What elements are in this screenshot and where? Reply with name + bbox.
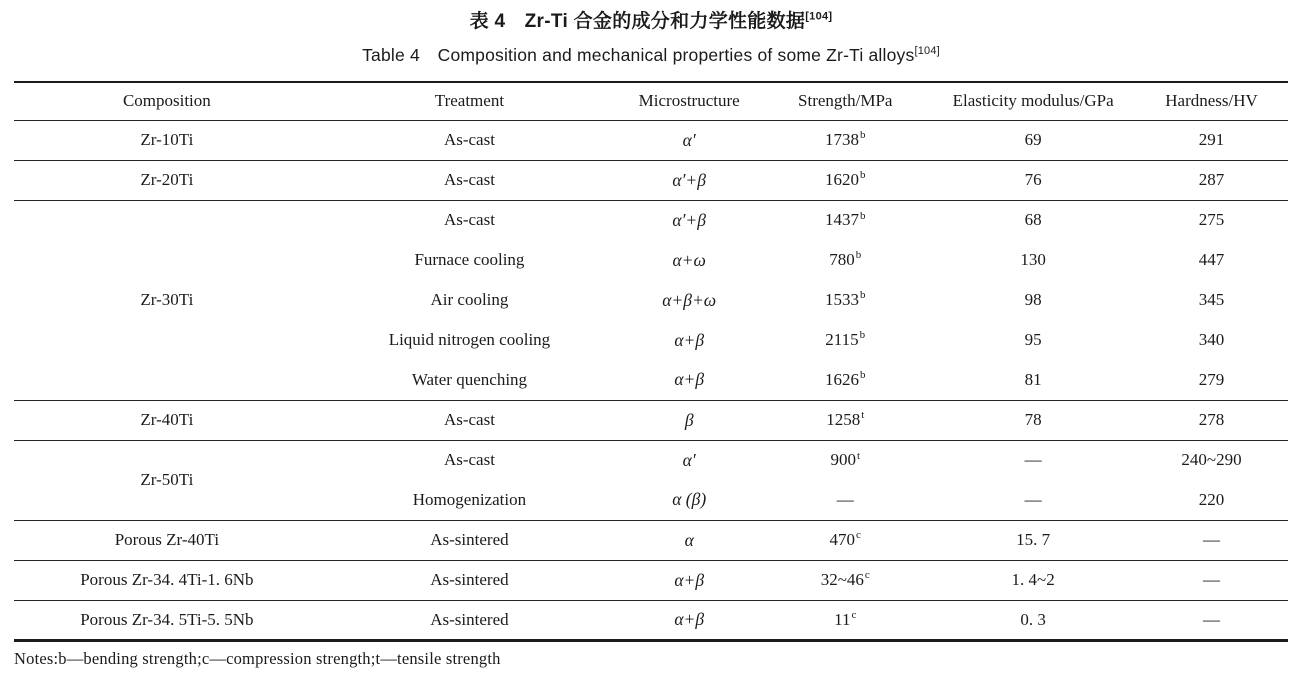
strength-cell: 2115$^b$ — [825, 329, 866, 349]
table-caption-zh-text: 表 4 Zr-Ti 合金的成分和力学性能数据 — [469, 11, 806, 32]
table-row — [14, 600, 1288, 640]
table-group — [14, 600, 1288, 640]
treatment-cell: Liquid nitrogen cooling — [388, 330, 551, 349]
microstructure-cell: α+β — [674, 329, 705, 350]
hardness-cell: 240~290 — [1181, 450, 1242, 470]
strength-type-superscript: c — [864, 569, 870, 582]
table-group — [14, 400, 1288, 440]
strength-cell: 780$^b$ — [829, 249, 862, 269]
treatment-cell: Air cooling — [430, 290, 509, 309]
strength-type-superscript: b — [859, 209, 866, 222]
hardness-cell: — — [1203, 530, 1221, 549]
elasticity-modulus-cell: 1. 4~2 — [1011, 570, 1055, 589]
table-row — [14, 120, 1288, 160]
hardness-cell: 279 — [1198, 369, 1225, 389]
table-header-row — [14, 82, 1288, 120]
hardness-cell: 275 — [1198, 210, 1225, 230]
col-header-composition: Composition — [122, 91, 211, 111]
elasticity-modulus-cell: 130 — [1020, 250, 1046, 269]
strength-type-superscript: t — [856, 449, 861, 462]
strength-cell: 470$^c$ — [829, 529, 861, 549]
composition-cell: Zr-10Ti — [140, 130, 194, 149]
strength-type-superscript: c — [851, 608, 857, 621]
hardness-cell: 447 — [1198, 250, 1225, 269]
reference-superscript-en: [104] — [914, 45, 940, 58]
treatment-cell: As-sintered — [430, 530, 509, 549]
microstructure-cell: α+β — [674, 569, 705, 590]
elasticity-modulus-cell: 15. 7 — [1016, 530, 1051, 549]
table-row — [14, 200, 1288, 240]
microstructure-cell: α′+β — [672, 209, 706, 230]
table-group — [14, 120, 1288, 160]
alloy-properties-table — [14, 81, 1288, 642]
strength-type-superscript: b — [859, 329, 866, 342]
table-group — [14, 520, 1288, 560]
composition-cell: Porous Zr-34. 5Ti-5. 5Nb — [80, 609, 254, 629]
hardness-cell: 278 — [1198, 410, 1225, 429]
table-group — [14, 440, 1288, 520]
composition-cell: Porous Zr-40Ti — [114, 530, 220, 549]
elasticity-modulus-cell: 69 — [1024, 130, 1042, 149]
elasticity-modulus-cell: 95 — [1024, 330, 1042, 349]
strength-type-superscript: b — [859, 169, 866, 182]
table-row — [14, 160, 1288, 200]
table-header — [14, 82, 1288, 120]
microstructure-cell: α+ω — [672, 249, 706, 270]
microstructure-cell: α′ — [682, 129, 696, 150]
treatment-cell: As-cast — [443, 170, 495, 189]
microstructure-cell: α′ — [682, 449, 696, 470]
hardness-cell: 291 — [1198, 130, 1225, 149]
strength-cell: 32~46$^c$ — [820, 569, 870, 589]
microstructure-cell: β — [684, 409, 694, 430]
strength-cell: — — [836, 489, 854, 509]
treatment-cell: Homogenization — [412, 489, 527, 509]
microstructure-cell: α+β — [674, 369, 705, 390]
treatment-cell: Water quenching — [411, 369, 528, 389]
table-row — [14, 560, 1288, 600]
table-group — [14, 160, 1288, 200]
strength-type-superscript: b — [859, 289, 866, 302]
strength-type-superscript: b — [859, 129, 866, 142]
elasticity-modulus-cell: 78 — [1024, 410, 1042, 429]
elasticity-modulus-cell: 0. 3 — [1020, 609, 1046, 629]
table-caption-en-text: Table 4 Composition and mechanical properties of some Zr-Ti alloys — [362, 45, 915, 65]
col-header-strength: Strength/MPa — [798, 91, 893, 111]
table-row — [14, 440, 1288, 480]
strength-cell: 1620$^b$ — [824, 169, 866, 189]
strength-type-superscript: t — [861, 409, 865, 422]
treatment-cell: As-cast — [443, 450, 495, 470]
microstructure-cell: α+β+ω — [662, 289, 717, 310]
microstructure-cell: α (β) — [672, 489, 707, 510]
elasticity-modulus-cell: 68 — [1024, 210, 1042, 230]
col-header-elasticity-modulus: Elasticity modulus/GPa — [952, 91, 1114, 111]
hardness-cell: 340 — [1198, 330, 1225, 349]
table-group — [14, 200, 1288, 400]
strength-cell: 1626$^b$ — [824, 369, 866, 389]
composition-cell: Zr-30Ti — [140, 290, 194, 309]
col-header-treatment: Treatment — [434, 91, 505, 111]
strength-type-superscript: b — [855, 249, 862, 262]
composition-cell: Porous Zr-34. 4Ti-1. 6Nb — [80, 570, 254, 589]
microstructure-cell: α+β — [674, 609, 705, 629]
treatment-cell: As-cast — [443, 210, 495, 230]
strength-cell: 1258$^t$ — [826, 409, 865, 429]
hardness-cell: 287 — [1198, 170, 1225, 189]
strength-cell: 1437$^b$ — [824, 209, 866, 230]
strength-cell: 900$^t$ — [830, 449, 861, 470]
microstructure-cell: α′+β — [672, 169, 706, 190]
treatment-cell: As-cast — [443, 410, 495, 429]
treatment-cell: As-cast — [443, 130, 495, 149]
elasticity-modulus-cell: 98 — [1024, 290, 1042, 309]
hardness-cell: 220 — [1198, 489, 1225, 509]
microstructure-cell: α — [684, 529, 694, 550]
treatment-cell: Furnace cooling — [414, 250, 525, 269]
elasticity-modulus-cell: — — [1024, 489, 1042, 509]
strength-cell: 11$^c$ — [834, 608, 857, 629]
strength-cell: 1533$^b$ — [824, 289, 866, 309]
hardness-cell: 345 — [1198, 290, 1225, 309]
elasticity-modulus-cell: 81 — [1024, 369, 1042, 389]
strength-type-superscript: b — [859, 369, 866, 382]
elasticity-modulus-cell: 76 — [1024, 170, 1042, 189]
strength-cell: 1738$^b$ — [824, 129, 866, 149]
table-row — [14, 400, 1288, 440]
col-header-microstructure: Microstructure — [638, 91, 740, 111]
table-caption-en — [14, 43, 1288, 67]
treatment-cell: As-sintered — [430, 570, 509, 589]
composition-cell: Zr-20Ti — [140, 170, 194, 189]
table-caption-zh — [14, 9, 1288, 35]
hardness-cell: — — [1203, 609, 1221, 629]
composition-cell: Zr-40Ti — [140, 410, 194, 429]
table-row — [14, 520, 1288, 560]
reference-superscript-zh: [104] — [805, 10, 833, 23]
hardness-cell: — — [1203, 570, 1221, 589]
table-notes: Notes:b—bending strength;c—compression strength;t—tensile strength — [14, 648, 501, 668]
strength-type-superscript: c — [856, 529, 861, 542]
treatment-cell: As-sintered — [430, 609, 509, 629]
col-header-hardness: Hardness/HV — [1165, 91, 1258, 111]
table-group — [14, 560, 1288, 600]
composition-cell: Zr-50Ti — [140, 470, 194, 489]
elasticity-modulus-cell: — — [1024, 450, 1042, 470]
